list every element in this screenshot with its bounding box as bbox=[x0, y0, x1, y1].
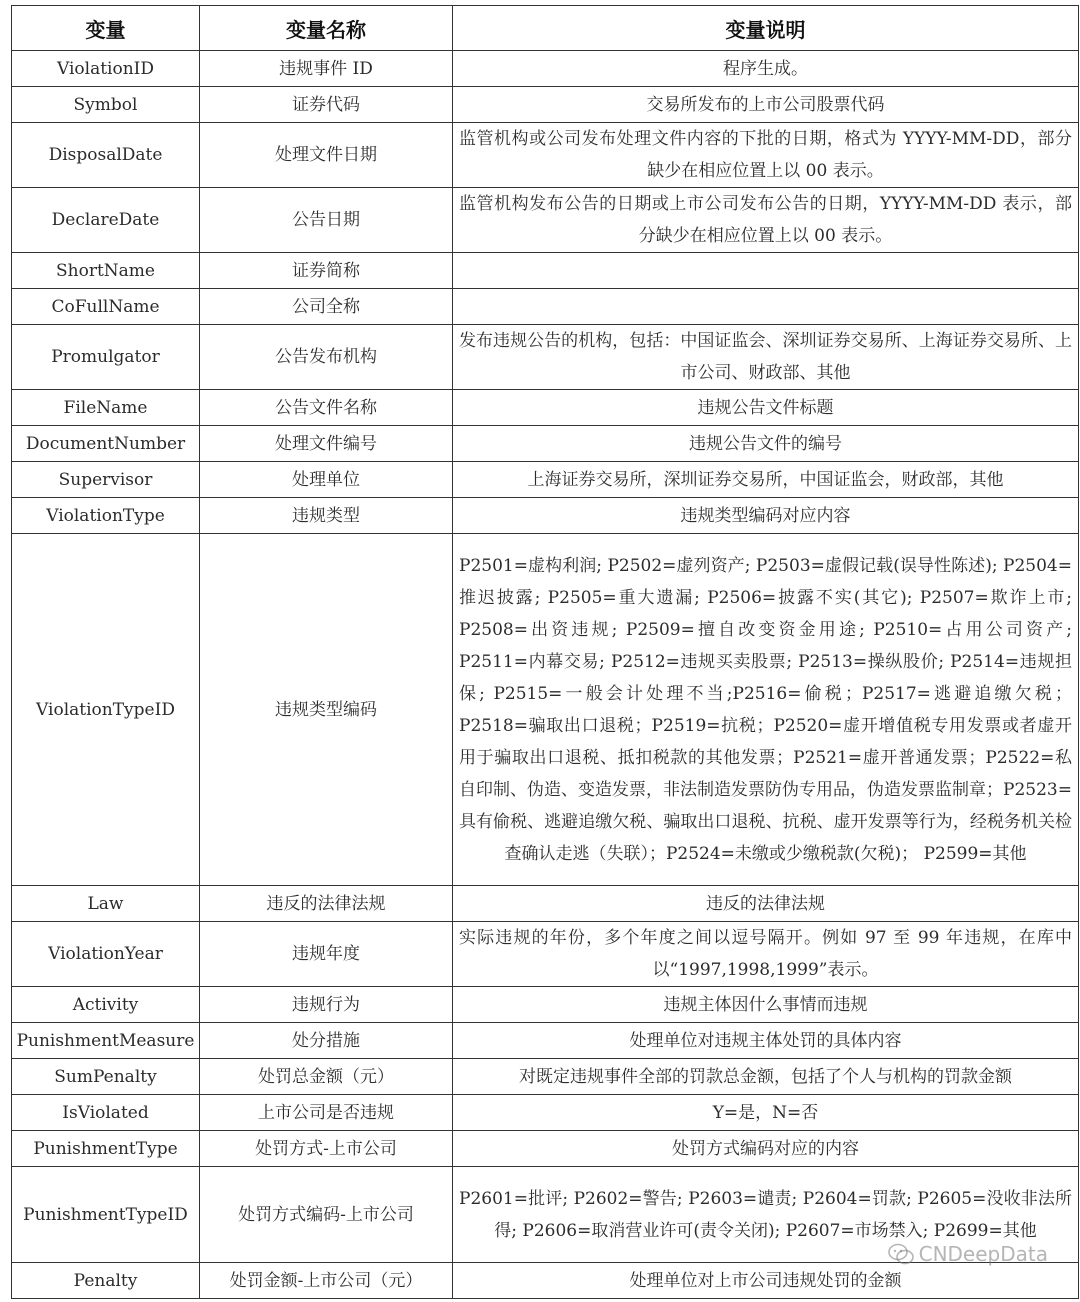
variable-cell: SumPenalty bbox=[12, 1059, 200, 1095]
variable-cell: DeclareDate bbox=[12, 188, 200, 253]
variable-name-cell: 违规年度 bbox=[200, 922, 453, 987]
variable-name-cell: 违规类型 bbox=[200, 498, 453, 534]
variable-description-cell: 违规公告文件的编号 bbox=[453, 426, 1079, 462]
variable-description-cell: 交易所发布的上市公司股票代码 bbox=[453, 87, 1079, 123]
variable-description-cell: 发布违规公告的机构，包括：中国证监会、深圳证券交易所、上海证券交易所、上市公司、财政部、其他 bbox=[453, 325, 1079, 390]
variable-description-cell: 对既定违规事件全部的罚款总金额，包括了个人与机构的罚款金额 bbox=[453, 1059, 1079, 1095]
variable-description-cell bbox=[453, 289, 1079, 325]
variable-name-cell: 处理文件编号 bbox=[200, 426, 453, 462]
variable-description-cell: 违规类型编码对应内容 bbox=[453, 498, 1079, 534]
variable-cell: FileName bbox=[12, 390, 200, 426]
table-row bbox=[12, 462, 1079, 498]
variable-cell: Activity bbox=[12, 987, 200, 1023]
variable-name-cell: 处罚方式-上市公司 bbox=[200, 1131, 453, 1167]
table-row bbox=[12, 188, 1079, 253]
table-row bbox=[12, 1023, 1079, 1059]
variable-name-cell: 处理单位 bbox=[200, 462, 453, 498]
table-row bbox=[12, 922, 1079, 987]
table-row bbox=[12, 987, 1079, 1023]
variable-description-cell: 处理单位对上市公司违规处罚的金额 bbox=[453, 1263, 1079, 1299]
variable-name-cell: 证券代码 bbox=[200, 87, 453, 123]
table-row bbox=[12, 390, 1079, 426]
variable-name-cell: 处分措施 bbox=[200, 1023, 453, 1059]
table-row bbox=[12, 534, 1079, 886]
wechat-icon bbox=[887, 1242, 915, 1266]
variable-name-cell: 上市公司是否违规 bbox=[200, 1095, 453, 1131]
variable-name-cell: 公司全称 bbox=[200, 289, 453, 325]
variable-cell: PunishmentTypeID bbox=[12, 1167, 200, 1263]
header-row bbox=[12, 6, 1079, 51]
variable-name-cell: 处罚方式编码-上市公司 bbox=[200, 1167, 453, 1263]
table-row bbox=[12, 87, 1079, 123]
variable-cell: Promulgator bbox=[12, 325, 200, 390]
header-variable-description: 变量说明 bbox=[453, 6, 1079, 51]
table-row bbox=[12, 426, 1079, 462]
variable-table-wrapper bbox=[11, 5, 1078, 1299]
variable-name-cell: 违规事件 ID bbox=[200, 51, 453, 87]
variable-name-cell: 处罚总金额（元） bbox=[200, 1059, 453, 1095]
variable-cell: ViolationID bbox=[12, 51, 200, 87]
variable-description-cell: 程序生成。 bbox=[453, 51, 1079, 87]
variable-description-cell: 处理单位对违规主体处罚的具体内容 bbox=[453, 1023, 1079, 1059]
table-row bbox=[12, 51, 1079, 87]
variable-name-cell: 违规行为 bbox=[200, 987, 453, 1023]
variable-cell: IsViolated bbox=[12, 1095, 200, 1131]
table-row bbox=[12, 886, 1079, 922]
table-row bbox=[12, 1059, 1079, 1095]
variable-cell: Law bbox=[12, 886, 200, 922]
table-row bbox=[12, 1131, 1079, 1167]
variable-name-cell: 证券简称 bbox=[200, 253, 453, 289]
variable-name-cell: 公告日期 bbox=[200, 188, 453, 253]
table-row bbox=[12, 289, 1079, 325]
header-variable: 变量 bbox=[12, 6, 200, 51]
variable-cell: PunishmentMeasure bbox=[12, 1023, 200, 1059]
variable-description-cell: 违反的法律法规 bbox=[453, 886, 1079, 922]
table-row bbox=[12, 325, 1079, 390]
variable-description-cell: 违规主体因什么事情而违规 bbox=[453, 987, 1079, 1023]
variable-name-cell: 公告文件名称 bbox=[200, 390, 453, 426]
variable-name-cell: 处理文件日期 bbox=[200, 123, 453, 188]
table-row bbox=[12, 1263, 1079, 1299]
variable-cell: ViolationYear bbox=[12, 922, 200, 987]
variable-name-cell: 处罚金额-上市公司（元） bbox=[200, 1263, 453, 1299]
variable-description-cell: P2501=虚构利润; P2502=虚列资产; P2503=虚假记载(误导性陈述); P2504=推迟披露; P2505=重大遗漏; P2506=披露不实(其它); P2507=欺诈上市; P2508=出资违规; P2509=擅自改变资金用途; P2510=占用公司资产; P2511=内幕交易; P2512=违规买卖股票; P2513=操纵股价; P2514=违规担保; P2515=一般会计处理不当;P2516=偷税；P2517=逃避追缴欠税；P2518=骗取出口退税；P2519=抗税；P2520=虚开增值税专用发票或者虚开用于骗取出口退税、抵扣税款的其他发票；P2521=虚开普通发票；P2522=私自印制、伪造、变造发票，非法制造发票防伪专用品，伪造发票监制章；P2523=具有偷税、逃避追缴欠税、骗取出口退税、抗税、虚开发票等行为，经税务机关检查确认走逃（失联）；P2524=未缴或少缴税款(欠税)； P2599=其他 bbox=[453, 534, 1079, 886]
table-row bbox=[12, 123, 1079, 188]
variable-cell: ViolationTypeID bbox=[12, 534, 200, 886]
variable-cell: DisposalDate bbox=[12, 123, 200, 188]
variable-description-cell: 实际违规的年份，多个年度之间以逗号隔开。例如 97 至 99 年违规，在库中以“1997,1998,1999”表示。 bbox=[453, 922, 1079, 987]
variable-cell: Penalty bbox=[12, 1263, 200, 1299]
variable-name-cell: 公告发布机构 bbox=[200, 325, 453, 390]
table-row bbox=[12, 498, 1079, 534]
variable-name-cell: 违规类型编码 bbox=[200, 534, 453, 886]
variable-description-cell: Y=是，N=否 bbox=[453, 1095, 1079, 1131]
variable-description-cell: 违规公告文件标题 bbox=[453, 390, 1079, 426]
variable-description-cell bbox=[453, 253, 1079, 289]
variable-description-cell: 监管机构发布公告的日期或上市公司发布公告的日期，YYYY-MM-DD 表示，部分缺少在相应位置上以 00 表示。 bbox=[453, 188, 1079, 253]
variable-description-cell: 上海证券交易所，深圳证券交易所，中国证监会，财政部，其他 bbox=[453, 462, 1079, 498]
variable-table bbox=[11, 5, 1079, 1299]
variable-description-cell: 处罚方式编码对应的内容 bbox=[453, 1131, 1079, 1167]
variable-cell: PunishmentType bbox=[12, 1131, 200, 1167]
variable-cell: ShortName bbox=[12, 253, 200, 289]
variable-cell: Symbol bbox=[12, 87, 200, 123]
table-row bbox=[12, 253, 1079, 289]
variable-description-cell: 监管机构或公司发布处理文件内容的下批的日期，格式为 YYYY-MM-DD，部分缺少在相应位置上以 00 表示。 bbox=[453, 123, 1079, 188]
watermark bbox=[887, 1242, 1048, 1266]
variable-cell: ViolationType bbox=[12, 498, 200, 534]
variable-description-cell: P2601=批评; P2602=警告; P2603=谴责; P2604=罚款; P2605=没收非法所得; P2606=取消营业许可(责令关闭); P2607=市场禁入; P2699=其他 bbox=[453, 1167, 1079, 1263]
variable-cell: CoFullName bbox=[12, 289, 200, 325]
variable-name-cell: 违反的法律法规 bbox=[200, 886, 453, 922]
table-row bbox=[12, 1095, 1079, 1131]
watermark-text: CNDeepData bbox=[918, 1242, 1048, 1266]
variable-cell: Supervisor bbox=[12, 462, 200, 498]
header-variable-name: 变量名称 bbox=[200, 6, 453, 51]
variable-cell: DocumentNumber bbox=[12, 426, 200, 462]
